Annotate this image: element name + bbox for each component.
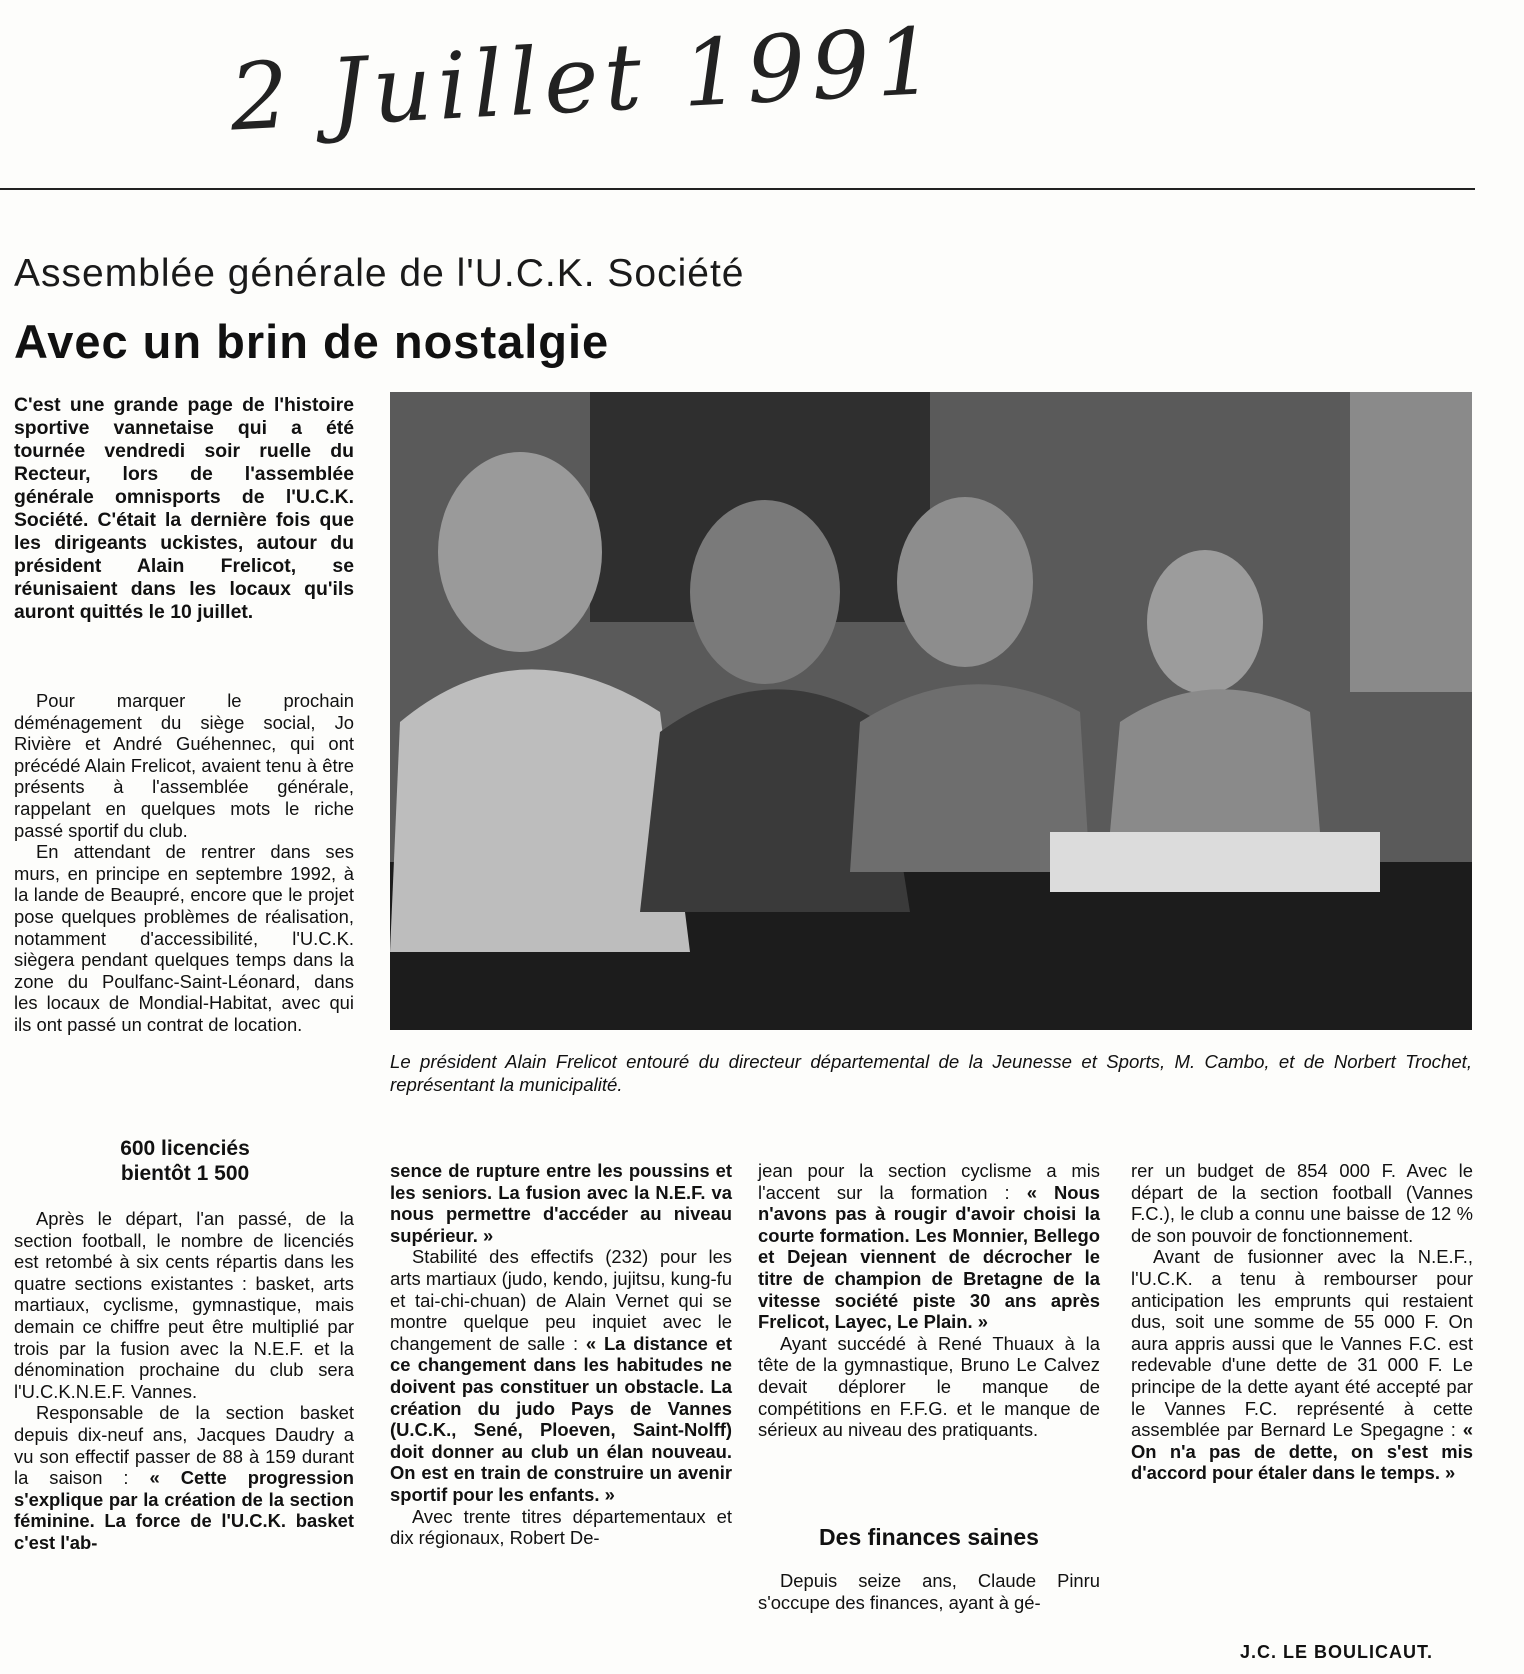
- column-1-top: [14, 690, 354, 1036]
- paragraph: Ayant succédé à René Thuaux à la tête de la gymnastique, Bruno Le Calvez devait déplorer le manque de compétitions en F.F.G. et le manque de sérieux au niveau des pratiquants.: [758, 1332, 1100, 1441]
- column-3-bottom: [758, 1570, 1100, 1613]
- paragraph: [758, 1160, 1100, 1333]
- paragraph: Avec trente titres départementaux et dix régionaux, Robert De-: [390, 1505, 732, 1549]
- article-kicker: Assemblée générale de l'U.C.K. Société: [14, 252, 745, 295]
- paragraph: [1131, 1246, 1473, 1484]
- paragraph: rer un budget de 854 000 F. Avec le départ de la section football (Vannes F.C.), le club a connu une baisse de 12 % de son pouvoir de fonctionnement.: [1131, 1160, 1473, 1246]
- column-3: [758, 1160, 1100, 1441]
- paragraph-text: Responsable de la section basket depuis dix-neuf ans, Jacques Daudry a vu son effectif passer de 88 à 159 durant la saison :: [14, 1402, 354, 1489]
- article-lead: C'est une grande page de l'histoire sportive vannetaise qui a été tournée vendredi soir ruelle du Recteur, lors de l'assemblée générale omnisports de l'U.C.K. Société. C'était la dernière fois que les dirigeants uckistes, autour du président Alain Frelicot, se réunisaient dans les locaux qu'ils auront quittés le 10 juillet.: [14, 394, 354, 623]
- article-headline: Avec un brin de nostalgie: [14, 315, 610, 368]
- column-1-bottom: [14, 1208, 354, 1554]
- photo-illustration: [390, 392, 1472, 1030]
- header-rule: [0, 188, 1475, 190]
- quote-text: « La distance et ce changement dans les habitudes ne doivent pas constituer un obstacle. La création du judo Pays de Vannes (U.C.K., Sené, Ploeven, Saint-Nolff) doit donner au club un élan nouveau. On est en train de construire un avenir sportif pour les enfants. »: [390, 1332, 733, 1505]
- paragraph-text: Avant de fusionner avec la N.E.F., l'U.C.K. a tenu à rembourser pour anticipation les emprunts qui restaient dus, soit une somme de 55 000 F. On aura appris aussi que le Vannes F.C. est redevable d'une dette de 31 000 F. Le principe de la dette ayant été accepté par le Vannes F.C. représenté à cette assemblée par Bernard Le Spegagne :: [1131, 1246, 1473, 1441]
- author-signature: J.C. LE BOULICAUT.: [1240, 1642, 1434, 1662]
- subheading-finances: Des finances saines: [819, 1524, 1039, 1550]
- column-2: [390, 1160, 732, 1549]
- paragraph: Depuis seize ans, Claude Pinru s'occupe des finances, ayant à gé-: [758, 1570, 1100, 1613]
- photo-caption: Le président Alain Frelicot entouré du directeur départemental de la Jeunesse et Sports, M. Cambo, et de Norbert Trochet, représentant la municipalité.: [390, 1051, 1472, 1095]
- handwritten-date: 2 Juillet 1991: [227, 7, 943, 152]
- article-photo: [390, 392, 1472, 1030]
- quote-text: « On n'a pas de dette, on s'est mis d'accord pour étaler dans le temps. »: [1131, 1419, 1473, 1484]
- quote-text: « Nous n'avons pas à rougir d'avoir choisi la courte formation. Les Monnier, Bellego et Dejean viennent de décrocher le titre de champion de Bretagne de la vitesse société piste 30 ans après Frelicot, Layec, Le Plain. »: [758, 1181, 1100, 1333]
- paragraph: [390, 1246, 732, 1505]
- subheading-line: 600 licenciés: [120, 1137, 250, 1160]
- paragraph-text: Stabilité des effectifs (232) pour les arts martiaux (judo, kendo, jujitsu, kung-fu et tai-chi-chuan) de Alain Vernet qui se montre quelque peu inquiet avec le changement de salle :: [390, 1246, 732, 1354]
- paragraph-text: jean pour la section cyclisme a mis l'accent sur la formation :: [758, 1160, 1100, 1203]
- quote-text: « Cette progression s'explique par la création de la section féminine. La force de l'U.C.K. basket c'est l'ab-: [14, 1467, 354, 1553]
- paragraph: Après le départ, l'an passé, de la section football, le nombre de licenciés est retombé à six cents répartis dans les quatre sections existantes : basket, arts martiaux, cyclisme, gymnastique, mais demain ce chiffre peut être multiplié par trois par la fusion avec la N.E.F. et la dénomination prochaine du club sera l'U.C.K.N.E.F. Vannes.: [14, 1208, 354, 1402]
- column-4: [1131, 1160, 1473, 1484]
- paragraph: [14, 1402, 354, 1553]
- paragraph: [390, 1160, 732, 1246]
- quote-text: sence de rupture entre les poussins et les seniors. La fusion avec la N.E.F. va nous permettre d'accéder au niveau supérieur. »: [390, 1160, 732, 1246]
- subheading-line: bientôt 1 500: [120, 1162, 250, 1185]
- paragraph: Pour marquer le prochain déménagement du siège social, Jo Rivière et André Guéhennec, qui ont précédé Alain Frelicot, avaient tenu à être présents à l'assemblée générale, rappelant en quelques mots le riche passé sportif du club.: [14, 690, 354, 841]
- paragraph: En attendant de rentrer dans ses murs, en principe en septembre 1992, à la lande de Beaupré, encore que le projet pose quelques problèmes de réalisation, notamment d'accessibilité, l'U.C.K. siègera pendant quelques temps dans la zone du Poulfanc-Saint-Léonard, dans les locaux de Mondial-Habitat, avec qui ils ont passé un contrat de location.: [14, 841, 354, 1035]
- subheading-licencies: [60, 1136, 310, 1186]
